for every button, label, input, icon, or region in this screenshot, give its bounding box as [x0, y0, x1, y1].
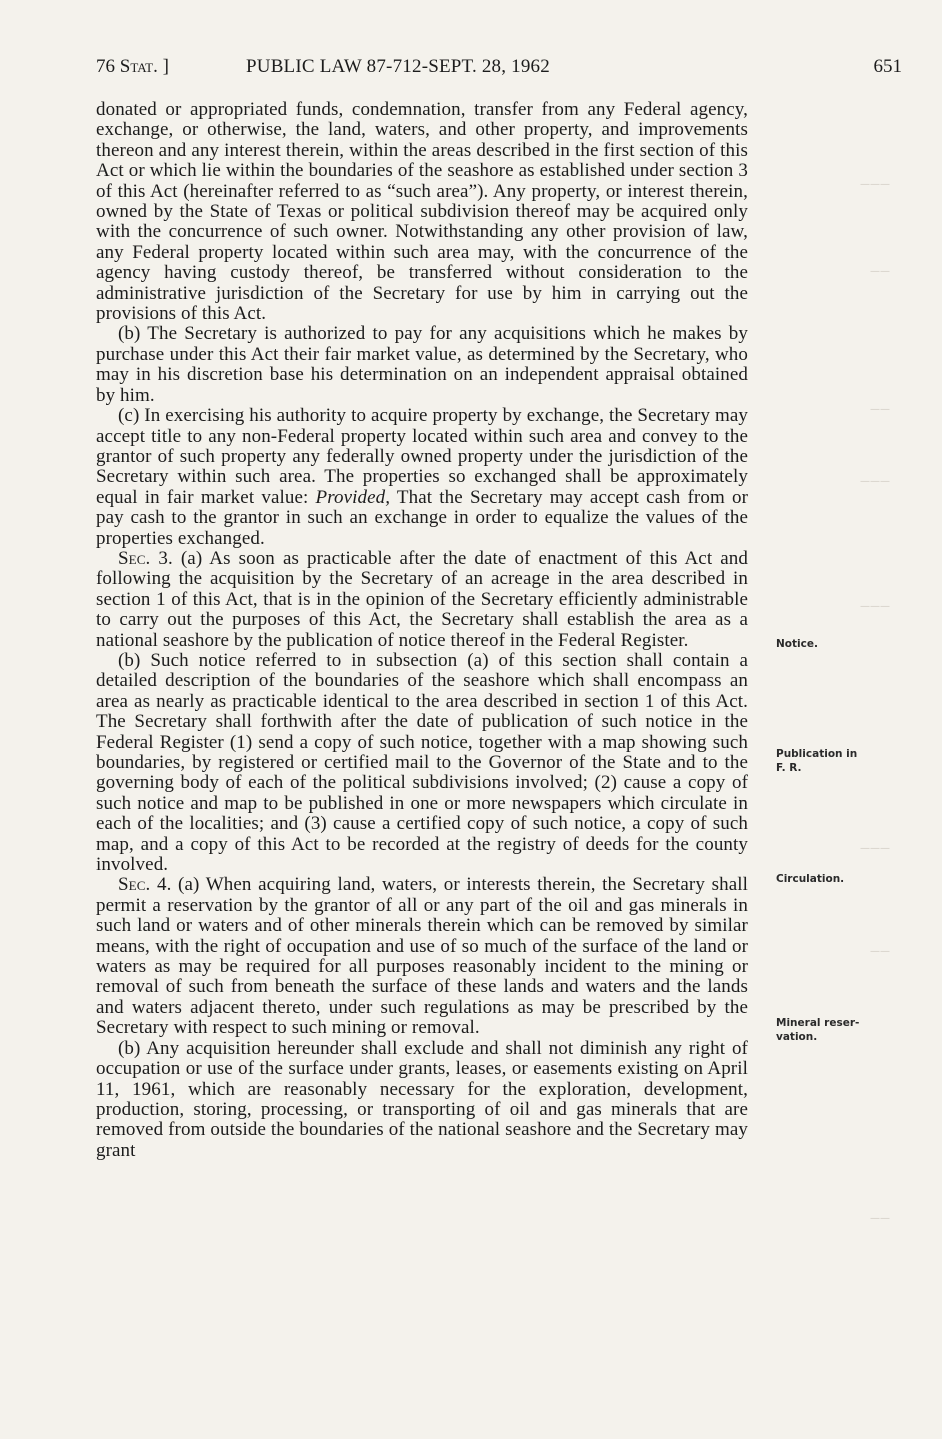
- margin-note-notice: Notice.: [776, 638, 818, 650]
- running-header: [96, 56, 902, 86]
- bleed-through-mark: ———: [860, 476, 890, 487]
- proviso-italic: Provided,: [315, 486, 391, 508]
- bleed-through-mark: ——: [870, 1213, 890, 1224]
- paragraph-sec3a: Sec. 3. (a) As soon as practicable after the date of enactment of this Act and following the acquisition by the Secretary of an acreage in the area described in section 1 of this Act, that is in the opinion of the Secretary efficiently administrable to carry out the purposes of this Act, the Secretary shall establish the area as a national seashore by the publication of notice thereof in the Federal Register.: [96, 547, 748, 651]
- header-volume: 76: [96, 56, 115, 77]
- statute-body: [96, 100, 748, 1161]
- bleed-through-mark: ——: [870, 404, 890, 415]
- bleed-through-mark: ———: [860, 843, 890, 854]
- paragraph-2c: (c) In exercising his authority to acquire property by exchange, the Secretary may accept title to any non-Federal property located within such area and convey to the grantor of such property any federally owned property under the jurisdiction of the Secretary within such area. The properties so exchanged shall be approximately equal in fair market value: Provided, That the Secretary may accept cash from or pay cash to the grantor in such an exchange in order to equalize the values of the properties exchanged.: [96, 405, 749, 549]
- section-label: Sec. 4.: [118, 874, 172, 896]
- bleed-through-mark: ——: [870, 946, 890, 957]
- header-title: PUBLIC LAW 87-712-SEPT. 28, 1962: [246, 56, 550, 77]
- paragraph-2b: (b) The Secretary is authorized to pay for any acquisitions which he makes by purchase under this Act their fair market value, as determined by the Secretary, who may in his discretion base his determination on an independent appraisal obtained by him.: [96, 323, 748, 406]
- bleed-through-mark: ———: [860, 601, 890, 612]
- margin-note-mineral: Mineral reser- vation.: [776, 1017, 860, 1043]
- header-citation: [96, 56, 169, 78]
- bleed-through-mark: ——: [870, 266, 890, 277]
- section-label: Sec. 3.: [118, 547, 173, 569]
- margin-note-circulation: Circulation.: [776, 873, 845, 885]
- paragraph-continuation: donated or appropriated funds, condemnation, transfer from any Federal agency, exchange, or otherwise, the land, waters, and other property, and improvements thereon and any interest therein, within the areas described in the first section of this Act or which lie within the boundaries of the seashore as established under section 3 of this Act (hereinafter referred to as “such area”). Any property, or interest therein, owned by the State of Texas or political subdivision thereof may be acquired only with the concurrence of such owner. Notwithstanding any other provision of law, any Federal property located within such area may, with the concurrence of the agency having custody thereof, be transferred without consideration to the administrative jurisdiction of the Secretary for use by him in carrying out the provisions of this Act.: [96, 99, 748, 325]
- header-stat: Stat.: [119, 56, 158, 77]
- paragraph-sec4b: (b) Any acquisition hereunder shall exclude and shall not diminish any right of occupation or use of the surface under grants, leases, or easements existing on April 11, 1961, which are reasonably necessary for the exploration, development, production, storing, processing, or transporting of oil and gas minerals that are removed from outside the boundaries of the national seashore and the Secretary may grant: [96, 1037, 748, 1161]
- bleed-through-mark: ———: [860, 179, 890, 190]
- margin-note-publication: Publication in F. R.: [776, 748, 858, 774]
- header-bracket: ]: [162, 56, 169, 77]
- page-number: 651: [873, 56, 902, 77]
- paragraph-sec3b: (b) Such notice referred to in subsection (a) of this section shall contain a detailed description of the boundaries of the seashore which shall encompass an area as nearly as practicable identical to the area described in section 1 of this Act. The Secretary shall forthwith after the date of publication of such notice in the Federal Register (1) send a copy of such notice, together with a map showing such boundaries, by registered or certified mail to the Governor of the State and to the governing body of each of the political subdivisions involved; (2) cause a copy of such notice and map to be published in one or more newspapers which circulate in each of the localities; and (3) cause a certified copy of such notice, a copy of such map, and a copy of this Act to be recorded at the registry of deeds for the county involved.: [96, 649, 748, 876]
- paragraph-sec4a: Sec. 4. (a) When acquiring land, waters, or interests therein, the Secretary shall permit a reservation by the grantor of all or any part of the oil and gas minerals in such land or waters and of other minerals therein which can be removed by similar means, with the right of occupation and use of so much of the surface of the land or waters as may be required for all purposes reasonably incident to the mining or removal of such from beneath the surface of these lands and waters and the lands and waters adjacent thereto, under such regulations as may be prescribed by the Secretary with respect to such mining or removal.: [96, 874, 748, 1039]
